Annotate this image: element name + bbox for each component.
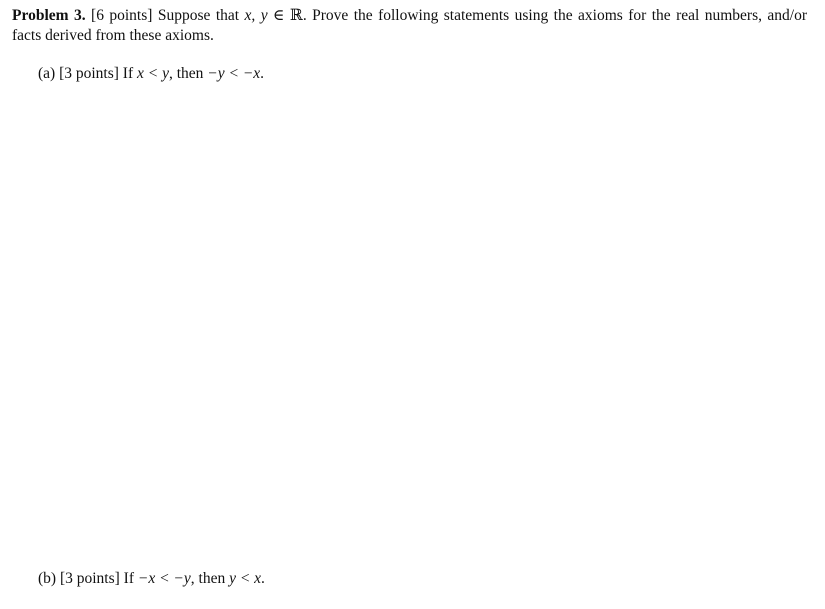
part-b-if: If: [123, 570, 134, 587]
statement-variables: x, y: [244, 7, 268, 24]
element-of-symbol: ∈: [267, 7, 290, 24]
part-a-points: [3 points]: [59, 65, 119, 82]
part-b-label: (b): [38, 570, 57, 587]
part-a-hypothesis: x < y: [137, 65, 169, 82]
statement-suffix: . Prove the following statements using the axioms for the real numbers, and/or facts derived from these axioms.: [12, 7, 808, 44]
part-a-if: If: [122, 65, 134, 82]
part-a: [38, 64, 264, 84]
statement-prefix: Suppose that: [157, 7, 245, 24]
problem-points: [6 points]: [91, 7, 153, 24]
part-a-conclusion: −y < −x: [207, 65, 261, 82]
reals-symbol: ℝ: [289, 7, 303, 24]
answer-space-part-a: [12, 92, 807, 557]
part-a-period: .: [260, 65, 265, 82]
part-b-period: .: [261, 570, 265, 587]
part-b: [38, 569, 265, 589]
part-a-label: (a): [38, 65, 56, 82]
problem-statement: [12, 6, 807, 46]
part-b-hypothesis: −x < −y: [137, 570, 191, 587]
problem-number: Problem 3.: [12, 7, 86, 24]
part-a-then: , then: [168, 65, 204, 82]
part-b-then: , then: [190, 570, 226, 587]
part-b-points: [3 points]: [59, 570, 120, 587]
part-b-conclusion: y < x: [229, 570, 262, 587]
